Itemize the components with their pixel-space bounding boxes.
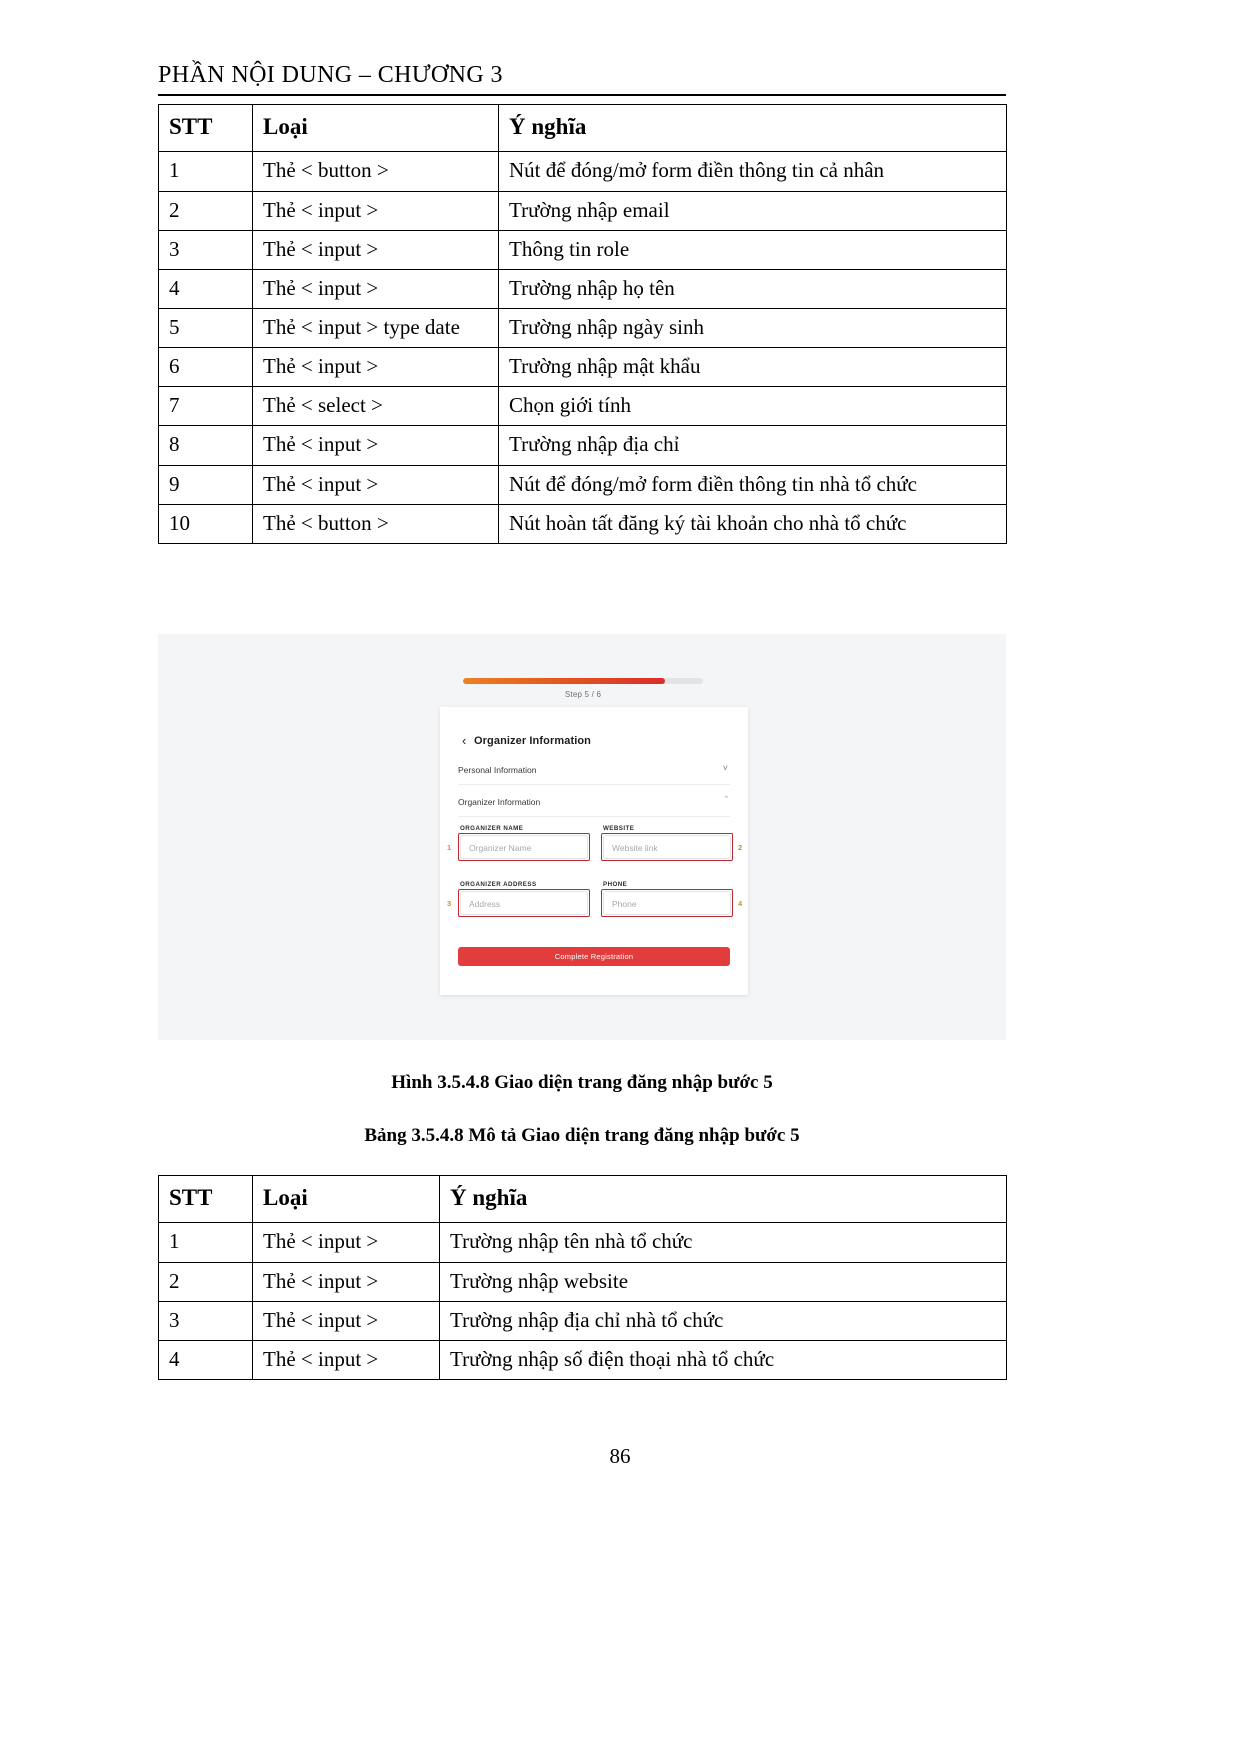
input-phone[interactable]: Phone (603, 891, 731, 915)
cell-stt: 1 (159, 152, 253, 191)
cell-loai: Thẻ < input > (253, 1301, 440, 1340)
progress-track (463, 678, 703, 684)
column-header-stt: STT (159, 105, 253, 152)
column-header-loai: Loại (253, 1176, 440, 1223)
cell-loai: Thẻ < input > (253, 465, 499, 504)
cell-stt: 7 (159, 387, 253, 426)
table-row (159, 152, 1007, 191)
cell-loai: Thẻ < input > (253, 426, 499, 465)
table-row (159, 426, 1007, 465)
complete-registration-button[interactable]: Complete Registration (458, 947, 730, 966)
cell-loai: Thẻ < select > (253, 387, 499, 426)
table-row (159, 230, 1007, 269)
table-row (159, 1301, 1007, 1340)
figure-caption: Hình 3.5.4.8 Giao diện trang đăng nhập bước 5 (391, 1072, 773, 1093)
cell-stt: 3 (159, 230, 253, 269)
cell-loai: Thẻ < button > (253, 152, 499, 191)
label-phone: PHONE (603, 881, 628, 888)
cell-ynghia: Nút hoàn tất đăng ký tài khoản cho nhà tổ chức (499, 504, 1007, 543)
cell-ynghia: Trường nhập địa chỉ nhà tổ chức (440, 1301, 1007, 1340)
chevron-up-icon[interactable]: ˆ (725, 795, 728, 805)
annotation-marker-3: 3 (447, 899, 452, 908)
cell-loai: Thẻ < input > (253, 1340, 440, 1379)
accordion-organizer-information[interactable] (458, 797, 730, 817)
accordion-personal-information[interactable] (458, 765, 730, 785)
table-caption: Bảng 3.5.4.8 Mô tả Giao diện trang đăng nhập bước 5 (364, 1125, 800, 1146)
column-header-ynghia: Ý nghĩa (499, 105, 1007, 152)
table-step4-elements (158, 104, 1007, 544)
table-row (159, 348, 1007, 387)
cell-ynghia: Trường nhập mật khẩu (499, 348, 1007, 387)
label-website: WEBSITE (603, 825, 635, 832)
cell-stt: 5 (159, 309, 253, 348)
cell-stt: 4 (159, 1340, 253, 1379)
figure-screenshot (158, 634, 1006, 1040)
cell-ynghia: Trường nhập tên nhà tổ chức (440, 1223, 1007, 1262)
annotation-box-4 (601, 889, 733, 917)
step-label: Step 5 / 6 (564, 690, 602, 699)
table-row (159, 309, 1007, 348)
annotation-box-3 (458, 889, 590, 917)
column-header-stt: STT (159, 1176, 253, 1223)
card-title: Organizer Information (474, 735, 591, 747)
annotation-box-2 (601, 833, 733, 861)
cell-ynghia: Trường nhập địa chỉ (499, 426, 1007, 465)
label-organizer-name: ORGANIZER NAME (460, 825, 524, 832)
cell-loai: Thẻ < input > (253, 348, 499, 387)
page-number: 86 (609, 1444, 631, 1468)
column-header-loai: Loại (253, 105, 499, 152)
cell-loai: Thẻ < input > (253, 1223, 440, 1262)
table-row (159, 1340, 1007, 1379)
chevron-down-icon[interactable]: ˅ (722, 763, 728, 773)
cell-ynghia: Trường nhập họ tên (499, 269, 1007, 308)
table-row (159, 1223, 1007, 1262)
cell-loai: Thẻ < input > (253, 269, 499, 308)
cell-loai: Thẻ < input > type date (253, 309, 499, 348)
table-step5-elements (158, 1175, 1007, 1380)
cell-stt: 6 (159, 348, 253, 387)
input-website[interactable]: Website link (603, 835, 731, 859)
cell-stt: 8 (159, 426, 253, 465)
registration-card (440, 707, 748, 995)
cell-stt: 2 (159, 191, 253, 230)
cell-loai: Thẻ < button > (253, 504, 499, 543)
annotation-box-1 (458, 833, 590, 861)
table-row (159, 465, 1007, 504)
table-header-row (159, 1176, 1007, 1223)
cell-ynghia: Trường nhập website (440, 1262, 1007, 1301)
cell-stt: 4 (159, 269, 253, 308)
cell-ynghia: Trường nhập email (499, 191, 1007, 230)
cell-loai: Thẻ < input > (253, 191, 499, 230)
annotation-marker-1: 1 (447, 843, 452, 852)
table-row (159, 269, 1007, 308)
cell-stt: 3 (159, 1301, 253, 1340)
accordion-label: Organizer Information (458, 797, 541, 807)
app-viewport (158, 634, 1006, 1040)
cell-ynghia: Trường nhập ngày sinh (499, 309, 1007, 348)
table-header-row (159, 105, 1007, 152)
column-header-ynghia: Ý nghĩa (440, 1176, 1007, 1223)
table-row (159, 387, 1007, 426)
progress-fill (463, 678, 665, 684)
cell-ynghia: Thông tin role (499, 230, 1007, 269)
header-divider (158, 94, 1006, 96)
cell-stt: 9 (159, 465, 253, 504)
running-header: PHẦN NỘI DUNG – CHƯƠNG 3 (158, 62, 503, 88)
cell-ynghia: Nút để đóng/mở form điền thông tin cả nhân (499, 152, 1007, 191)
cell-stt: 1 (159, 1223, 253, 1262)
cell-stt: 2 (159, 1262, 253, 1301)
input-organizer-address[interactable]: Address (460, 891, 588, 915)
table-row (159, 1262, 1007, 1301)
cell-loai: Thẻ < input > (253, 230, 499, 269)
step-progress (463, 678, 703, 699)
cell-stt: 10 (159, 504, 253, 543)
input-organizer-name[interactable]: Organizer Name (460, 835, 588, 859)
cell-ynghia: Trường nhập số điện thoại nhà tổ chức (440, 1340, 1007, 1379)
annotation-marker-2: 2 (738, 843, 743, 852)
label-organizer-address: ORGANIZER ADDRESS (460, 881, 537, 888)
annotation-marker-4: 4 (738, 899, 743, 908)
cell-ynghia: Chọn giới tính (499, 387, 1007, 426)
cell-ynghia: Nút để đóng/mở form điền thông tin nhà tổ chức (499, 465, 1007, 504)
table-row (159, 504, 1007, 543)
cell-loai: Thẻ < input > (253, 1262, 440, 1301)
chevron-left-icon[interactable]: ‹ (462, 733, 467, 748)
table-row (159, 191, 1007, 230)
accordion-label: Personal Information (458, 765, 537, 775)
